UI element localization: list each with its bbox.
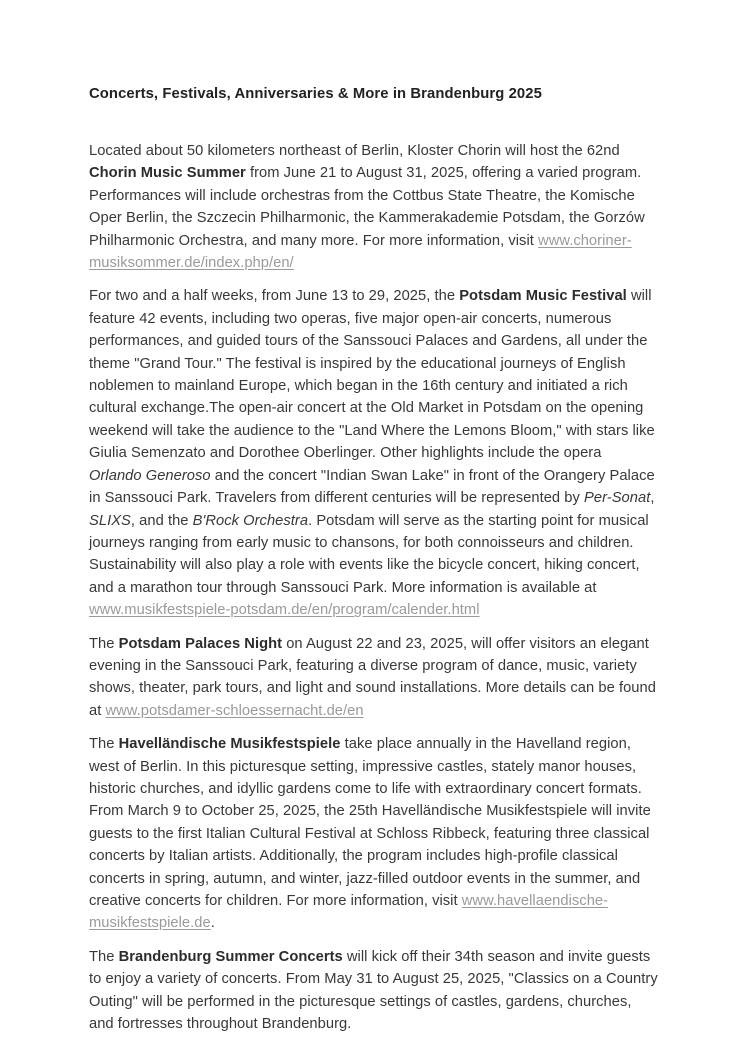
text-run: For two and a half weeks, from June 13 to 29, 2025, the bbox=[89, 288, 460, 305]
paragraph-4 bbox=[89, 733, 658, 935]
paragraph-2 bbox=[89, 285, 658, 621]
bold-text: Brandenburg Summer Concerts bbox=[118, 948, 343, 965]
document-title: Concerts, Festivals, Anniversaries & More in Brandenburg 2025 bbox=[89, 86, 542, 102]
text-run: , and the bbox=[130, 512, 193, 529]
text-run: The bbox=[89, 635, 119, 652]
text-run: and the concert "Indian Swan Lake" in front of the Orangery Palace in Sanssouci Park. Travelers from different centuries will be represented by bbox=[89, 467, 655, 507]
text-run: on August 22 and 23, 2025, will offer visitors an elegant evening in the Sanssouci Park, featuring a diverse program of dance, music, variety shows, theater, park tours, and light and sound installations. More details can be found at bbox=[89, 635, 656, 719]
bold-text: Potsdam Palaces Night bbox=[118, 635, 283, 652]
text-run: will feature 42 events, including two operas, five major open-air concerts, numerous performances, and guided tours of the Sanssouci Palaces and Gardens, all under the theme "Grand Tour." The festival is inspired by the educational journeys of English noblemen to mainland Europe, which began in the 16th century and initiated a rich cultural exchange.The open-air concert at the Old Market in Potsdam on the opening weekend will take the audience to the "Land Where the Lemons Bloom," with stars like Giulia Semenzato and Dorothee Oberlinger. Other highlights include the opera bbox=[89, 288, 655, 462]
text-run: The bbox=[89, 736, 119, 753]
paragraph-5 bbox=[89, 946, 658, 1036]
hyperlink[interactable]: www.choriner-musiksommer.de/index.php/en/ bbox=[89, 232, 632, 272]
paragraph-1 bbox=[89, 140, 658, 274]
italic-text: Orlando Generoso bbox=[89, 467, 211, 484]
bold-text: Chorin Music Summer bbox=[89, 165, 246, 182]
text-run: Located about 50 kilometers northeast of Berlin, Kloster Chorin will host the 62nd bbox=[89, 143, 620, 159]
text-run: , bbox=[650, 490, 655, 507]
bold-text: Potsdam Music Festival bbox=[459, 288, 627, 305]
hyperlink[interactable]: www.potsdamer-schloessernacht.de/en bbox=[105, 702, 364, 719]
text-run: from June 21 to August 31, 2025, offering a varied program. Performances will include orchestras from the Cottbus State Theatre, the Komische Oper Berlin, the Szczecin Philharmonic, the Kammerakademie Potsdam, the Gorzów Philharmonic Orchestra, and many more. For more information, visit bbox=[89, 165, 645, 249]
hyperlink[interactable]: www.musikfestspiele-potsdam.de/en/program/calender.html bbox=[89, 602, 480, 619]
text-run: The bbox=[89, 948, 119, 965]
text-run: . bbox=[210, 915, 215, 932]
bold-text: Havelländische Musikfestspiele bbox=[118, 736, 341, 753]
italic-text: Per-Sonat bbox=[584, 490, 651, 507]
text-run: take place annually in the Havelland region, west of Berlin. In this picturesque setting, impressive castles, stately manor houses, historic churches, and idyllic gardens come to life with extraordinary concert formats. bbox=[89, 736, 642, 797]
hyperlink[interactable]: www.havellaendische-musikfestspiele.de bbox=[89, 893, 609, 932]
text-run: From March 9 to October 25, 2025, the 25th Havelländische Musikfestspiele will invite guests to the first Italian Cultural Festival at Schloss Ribbeck, featuring three classical concerts by Italian artists. Additionally, the program includes high-profile classical concerts in spring, autumn, and winter, jazz-filled outdoor events in the summer, and creative concerts for children. For more information, visit bbox=[89, 803, 651, 909]
text-run: will kick off their 34th season and invite guests to enjoy a variety of concerts. From May 31 to August 25, 2025, "Classics on a Country Outing" will be performed in the picturesque settings of castles, gardens, churches, and fortresses throughout Brandenburg. bbox=[89, 948, 658, 1033]
document-body bbox=[89, 140, 658, 1035]
italic-text: B'Rock Orchestra bbox=[192, 512, 309, 529]
text-run: . Potsdam will serve as the starting point for musical journeys ranging from early music to chansons, for both connoisseurs and children. Sustainability will also play a role with events like the bicycle concert, hiking concert, and a marathon tour through Sanssouci Park. More information is available at bbox=[89, 512, 649, 596]
paragraph-3 bbox=[89, 633, 658, 723]
italic-text: SLIXS bbox=[89, 512, 131, 529]
